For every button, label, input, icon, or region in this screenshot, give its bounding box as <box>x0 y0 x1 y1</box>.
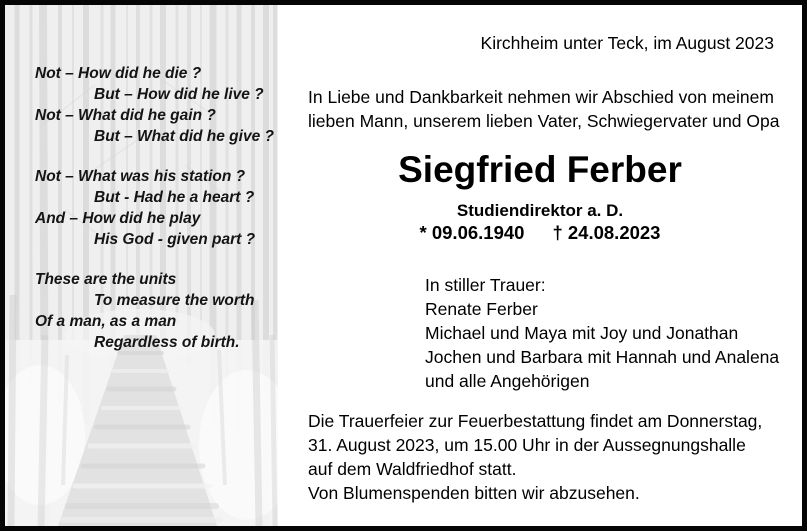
forest-photo-panel <box>5 5 278 526</box>
funeral-line: 31. August 2023, um 15.00 Uhr in der Aussegnungshalle <box>308 435 746 455</box>
funeral-line: auf dem Waldfriedhof statt. <box>308 459 517 479</box>
mourner-line: Jochen und Barbara mit Hannah und Analena <box>425 347 780 367</box>
mourners-list <box>425 273 779 393</box>
death-date: † 24.08.2023 <box>552 222 661 243</box>
mourner-line: In stiller Trauer: <box>425 275 546 295</box>
poem-line: And – How did he play <box>35 210 201 227</box>
mourner-line: Michael und Maya mit Joy und Jonathan <box>425 323 739 343</box>
deceased-name: Siegfried Ferber <box>398 149 682 190</box>
dateline: Kirchheim unter Teck, im August 2023 <box>480 33 774 53</box>
notice-content <box>278 5 802 526</box>
poem-line: To measure the worth <box>94 292 255 309</box>
memorial-poem <box>35 63 273 353</box>
poem-line: Not – How did he die ? <box>35 65 202 82</box>
intro-text <box>308 85 779 133</box>
intro-line: lieben Mann, unserem lieben Vater, Schwiegervater und Opa <box>308 111 780 131</box>
poem-line: But – What did he give ? <box>94 128 274 145</box>
deceased-title: Studiendirektor a. D. <box>456 201 624 220</box>
mourner-line: und alle Angehörigen <box>425 371 590 391</box>
poem-line: Of a man, as a man <box>35 313 177 330</box>
poem-line: But – How did he live ? <box>94 86 264 103</box>
intro-line: In Liebe und Dankbarkeit nehmen wir Abschied von meinem <box>308 87 774 107</box>
poem-line: Not – What was his station ? <box>35 168 246 185</box>
poem-line: His God - given part ? <box>94 231 256 248</box>
funeral-line: Von Blumenspenden bitten wir abzusehen. <box>308 483 640 503</box>
funeral-line: Die Trauerfeier zur Feuerbestattung findet am Donnerstag, <box>308 411 763 431</box>
funeral-info <box>308 409 762 505</box>
poem-line: But - Had he a heart ? <box>94 189 255 206</box>
poem-line: Not – What did he gain ? <box>35 107 216 124</box>
mourner-line: Renate Ferber <box>425 299 538 319</box>
poem-line: These are the units <box>35 271 177 288</box>
birth-date: * 09.06.1940 <box>419 222 525 243</box>
poem-line: Regardless of birth. <box>94 334 240 351</box>
life-dates <box>278 222 802 244</box>
